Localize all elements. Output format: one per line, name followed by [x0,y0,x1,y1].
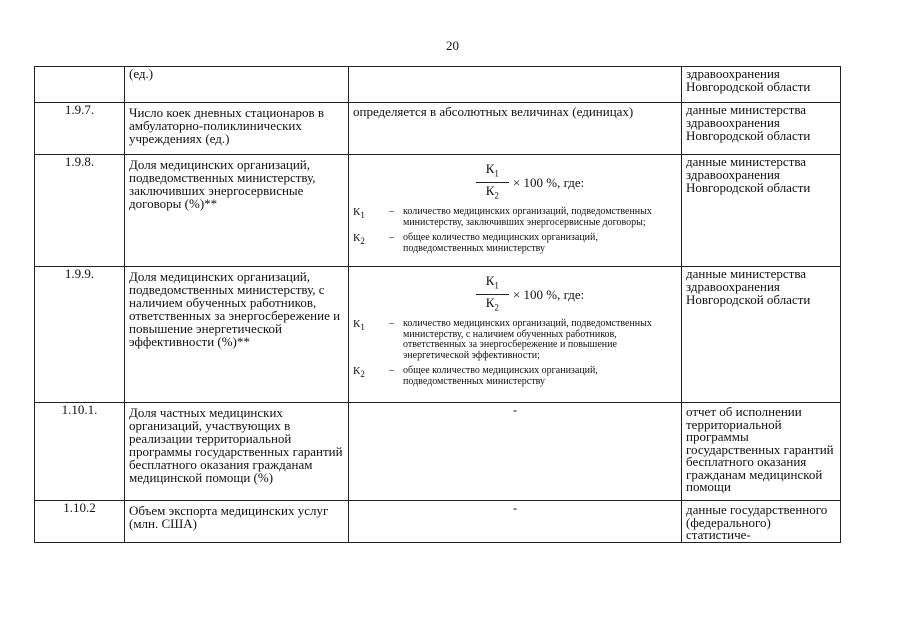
indicator-name: Доля частных медицинских организаций, участвующих в реализации территориальной программы государственных гарантий бесплатного оказания гражданам медицинской помощи (%) [125,403,349,501]
row-number: 1.9.8. [35,155,125,267]
calculation-method: - [349,403,682,501]
formula-numerator: $К_1$ [476,273,509,295]
indicator-name: Доля медицинских организаций, подведомственных министерству, заключивших энергосервисные договоры (%)** [125,155,349,267]
definition-item [353,366,677,387]
calculation-method [349,67,682,103]
table-row [35,501,841,543]
calculation-method: - [349,501,682,543]
fraction [476,273,509,315]
definition-text: количество медицинских организаций, подведомственных министерству, с наличием обученных работников, ответственных за энергосбережение и повышение энергетической эффективности; [403,318,652,361]
indicator-name: Число коек дневных стационаров в амбулаторно-поликлинических учреждениях (ед.) [125,103,349,155]
calculation-method [349,155,682,267]
calculation-method [349,267,682,403]
formula-suffix: × 100 %, где: [512,174,585,190]
definition-symbol: $К_2$ [353,232,365,247]
table-row [35,403,841,501]
definition-dash: – [389,206,394,218]
definition-dash: – [389,365,394,377]
table-row [35,267,841,403]
data-source: отчет об исполнении территориальной программы государственных гарантий бесплатного оказания гражданам медицинской помощи [682,403,841,501]
formula [353,273,677,315]
indicator-name: Доля медицинских организаций, подведомственных министерству, с наличием обученных работников, ответственных за энергосбережение и повышение энергетической эффективности (%)** [125,267,349,403]
row-number: 1.10.1. [35,403,125,501]
definition-symbol: $К_2$ [353,365,365,380]
formula [353,161,677,203]
table-row [35,67,841,103]
data-source: здравоохранения Новгородской области [682,67,841,103]
row-number: 1.9.9. [35,267,125,403]
data-source: данные министерства здравоохранения Новгородской области [682,267,841,403]
definition-text: количество медицинских организаций, подведомственных министерству, заключивших энергосервисные договоры; [403,206,652,228]
formula-denominator: $К_2$ [485,294,499,313]
table-row [35,103,841,155]
definition-text: общее количество медицинских организаций, подведомственных министерству [403,232,598,254]
calculation-method: определяется в абсолютных величинах (единицах) [349,103,682,155]
formula-suffix: × 100 %, где: [512,286,585,302]
row-number [35,67,125,103]
definition-symbol: $К_1$ [353,318,365,333]
definition-item [353,233,677,254]
row-number: 1.9.7. [35,103,125,155]
indicators-table [34,66,841,543]
row-number: 1.10.2 [35,501,125,543]
definition-item [353,319,677,361]
definition-symbol: $К_1$ [353,206,365,221]
data-source: данные министерства здравоохранения Новгородской области [682,103,841,155]
data-source: данные государственного (федерального) статистиче- [682,501,841,543]
definition-dash: – [389,232,394,244]
formula-definitions [353,319,677,387]
table-row [35,155,841,267]
formula-denominator: $К_2$ [485,182,499,201]
page-number: 20 [446,38,459,53]
indicator-name: (ед.) [125,67,349,103]
indicator-name: Объем экспорта медицинских услуг (млн. США) [125,501,349,543]
formula-definitions [353,207,677,254]
definition-dash: – [389,318,394,330]
formula-numerator: $К_1$ [476,161,509,183]
data-source: данные министерства здравоохранения Новгородской области [682,155,841,267]
definition-text: общее количество медицинских организаций, подведомственных министерству [403,365,598,387]
definition-item [353,207,677,228]
fraction [476,161,509,203]
